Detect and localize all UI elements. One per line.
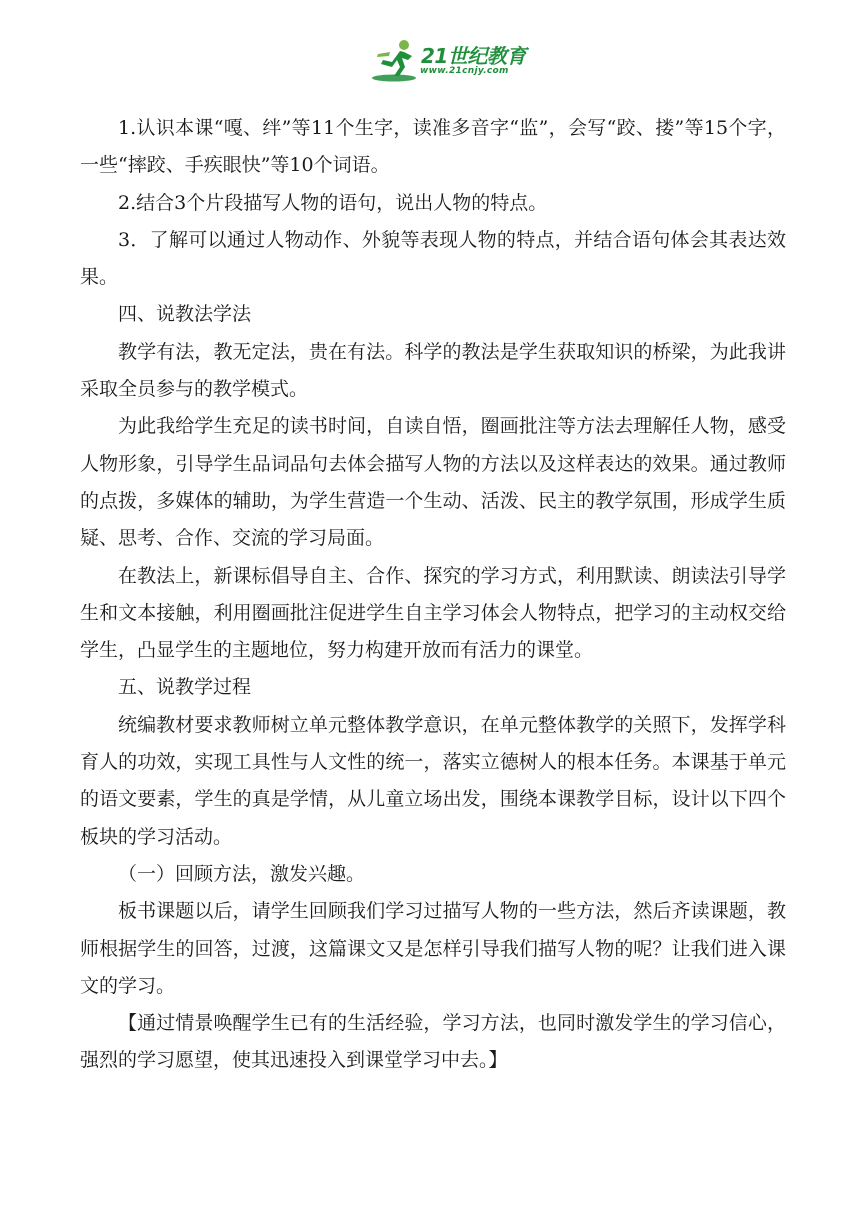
goal-paragraph-2: 2.结合3个片段描写人物的语句，说出人物的特点。 xyxy=(118,191,548,214)
goal-paragraph-3: 3．了解可以通过人物动作、外貌等表现人物的特点，并结合语句体会其表达效果。 xyxy=(80,228,786,289)
section-heading-teaching-methods: 四、说教法学法 xyxy=(118,303,252,326)
site-logo xyxy=(370,38,540,84)
body-paragraph: 在教法上，新课标倡导自主、合作、探究的学习方式，利用默读、朗读法引导学生和文本接触，利用圈画批注促进学生自主学习体会人物特点，把学习的主动权交给学生，凸显学生的主题地位，努力构建开放而有活力的课堂。 xyxy=(80,564,786,662)
logo-wordmark: 21世纪教育 xyxy=(421,44,526,68)
bracket-note-paragraph: 【通过情景唤醒学生已有的生活经验，学习方法，也同时激发学生的学习信心，强烈的学习愿望，使其迅速投入到课堂学习中去。】 xyxy=(80,1012,786,1072)
subsection-heading: （一）回顾方法，激发兴趣。 xyxy=(118,862,366,885)
goal-paragraph-1: 1.认识本课“嘎、绊”等11个生字，读准多音字“监”，会写“跤、搂”等15个字，一些“摔跤、手疾眼快”等10个词语。 xyxy=(80,117,786,177)
section-heading-teaching-process: 五、说教学过程 xyxy=(118,676,252,699)
body-paragraph: 教学有法，教无定法，贵在有法。科学的教法是学生获取知识的桥梁，为此我讲采取全员参与的教学模式。 xyxy=(80,340,786,401)
body-paragraph: 统编教材要求教师树立单元整体教学意识，在单元整体教学的关照下，发挥学科育人的功效，实现工具性与人文性的统一，落实立德树人的根本任务。本课基于单元的语文要素，学生的真是学情，从儿童立场出发，围绕本课教学目标，设计以下四个板块的学习活动。 xyxy=(80,713,786,848)
logo-url: www.21cnjy.com xyxy=(420,66,509,76)
document-body xyxy=(80,110,786,1080)
body-paragraph: 为此我给学生充足的读书时间，自读自悟，圈画批注等方法去理解任人物，感受人物形象，引导学生品词品句去体会描写人物的方法以及这样表达的效果。通过教师的点拨，多媒体的辅助，为学生营造一个生动、活泼、民主的教学氛围，形成学生质疑、思考、合作、交流的学习局面。 xyxy=(80,415,786,550)
running-man-logo-icon xyxy=(370,38,420,84)
body-paragraph: 板书课题以后，请学生回顾我们学习过描写人物的一些方法，然后齐读课题，教师根据学生的回答，过渡，这篇课文又是怎样引导我们描写人物的呢？让我们进入课文的学习。 xyxy=(80,900,786,997)
